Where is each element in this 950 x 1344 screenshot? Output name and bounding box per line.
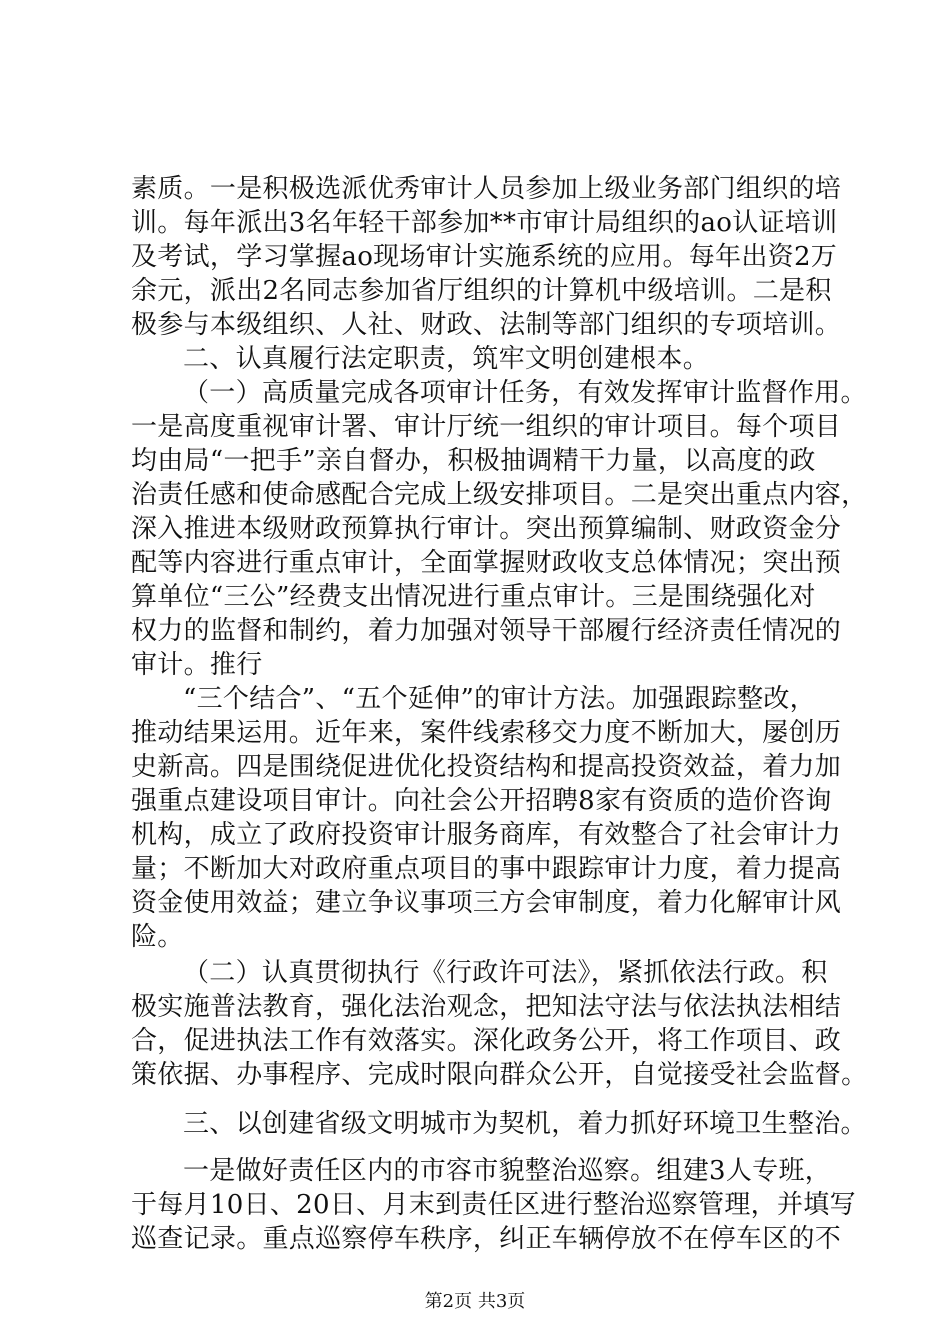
body-text-line: “三个结合”、“五个延伸”的审计方法。加强跟踪整改， xyxy=(183,684,816,714)
body-text-line: 策依据、办事程序、完成时限向群众公开，自觉接受社会监督。 xyxy=(131,1060,868,1090)
body-text-line: 推动结果运用。近年来，案件线索移交力度不断加大，屡创历 xyxy=(131,718,842,748)
section-heading: 三、以创建省级文明城市为契机，着力抓好环境卫生整治。 xyxy=(183,1109,867,1139)
body-text-line: 合，促进执法工作有效落实。深化政务公开，将工作项目、政 xyxy=(131,1026,842,1056)
body-text-line: 机构，成立了政府投资审计服务商库，有效整合了社会审计力 xyxy=(131,820,842,850)
body-text-line: 史新高。四是围绕促进优化投资结构和提高投资效益，着力加 xyxy=(131,752,842,782)
body-text-line: 算单位“三公”经费支出情况进行重点审计。三是围绕强化对 xyxy=(131,582,816,612)
body-text-line: 训。每年派出3名年轻干部参加**市审计局组织的ao认证培训 xyxy=(131,208,838,238)
body-text-line: 险。 xyxy=(131,922,184,952)
body-text-line: 审计。推行 xyxy=(131,650,263,680)
body-text-line: 巡查记录。重点巡察停车秩序，纠正车辆停放不在停车区的不 xyxy=(131,1224,842,1254)
body-text-line: 深入推进本级财政预算执行审计。突出预算编制、财政资金分 xyxy=(131,514,842,544)
body-text-line: 素质。一是积极选派优秀审计人员参加上级业务部门组织的培 xyxy=(131,174,842,204)
body-text-line: 均由局“一把手”亲自督办，积极抽调精干力量，以高度的政 xyxy=(131,446,816,476)
body-text-line: 极参与本级组织、人社、财政、法制等部门组织的专项培训。 xyxy=(131,310,842,340)
body-text-line: 及考试，学习掌握ao现场审计实施系统的应用。每年出资2万 xyxy=(131,242,838,272)
body-text-line: 一是高度重视审计署、审计厅统一组织的审计项目。每个项目 xyxy=(131,412,842,442)
body-text-line: 权力的监督和制约，着力加强对领导干部履行经济责任情况的 xyxy=(131,616,842,646)
page-footer: 第2页 共3页 xyxy=(424,1291,526,1312)
body-text-line: 强重点建设项目审计。向社会公开招聘8家有资质的造价咨询 xyxy=(131,786,832,816)
body-text-line: 资金使用效益；建立争议事项三方会审制度，着力化解审计风 xyxy=(131,888,842,918)
body-text-line: 配等内容进行重点审计，全面掌握财政收支总体情况；突出预 xyxy=(131,548,842,578)
body-text-line: 余元，派出2名同志参加省厅组织的计算机中级培训。二是积 xyxy=(131,276,832,306)
section-heading: 二、认真履行法定职责，筑牢文明创建根本。 xyxy=(183,344,710,374)
body-text-line: 量；不断加大对政府重点项目的事中跟踪审计力度，着力提高 xyxy=(131,854,842,884)
body-text-line: 极实施普法教育，强化法治观念，把知法守法与依法执法相结 xyxy=(131,992,842,1022)
subsection-heading: （一）高质量完成各项审计任务，有效发挥审计监督作用。 xyxy=(183,378,867,408)
subsection-heading: （二）认真贯彻执行《行政许可法》，紧抓依法行政。积 xyxy=(183,958,828,988)
body-text-line: 一是做好责任区内的市容市貌整治巡察。组建3人专班， xyxy=(183,1156,832,1186)
body-text-line: 治责任感和使命感配合完成上级安排项目。二是突出重点内容， xyxy=(131,480,868,510)
body-text-line: 于每月10日、20日、月末到责任区进行整治巡察管理，并填写 xyxy=(131,1190,856,1220)
